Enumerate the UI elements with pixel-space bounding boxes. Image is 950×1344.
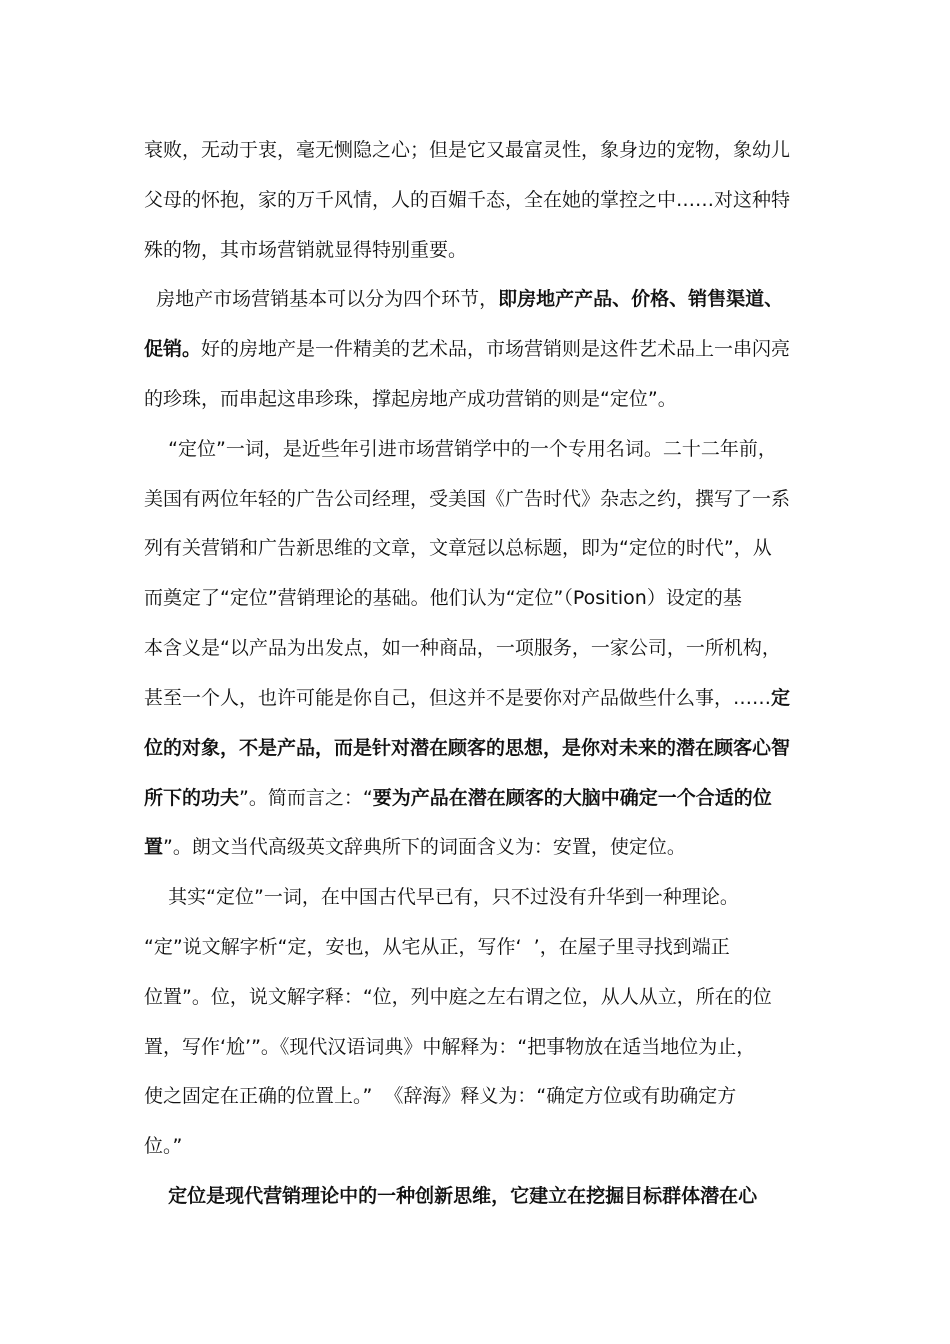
text-line — [144, 832, 824, 862]
text-run: 使之固定在正确的位置上。” 《辞海》释义为：“确定方位或有助确定方 — [144, 1085, 737, 1107]
text-run: 房地产市场营销基本可以分为四个环节， — [144, 288, 499, 310]
text-line — [144, 533, 824, 563]
text-run: 本含义是“以产品为出发点，如一种商品，一项服务，一家公司，一所机构， — [144, 637, 781, 659]
text-line — [144, 1131, 824, 1161]
text-run: “定”说文解字析“定，安也，从宅从正，写作‘ ’，在屋子里寻找到端正 — [144, 936, 730, 958]
text-line — [144, 583, 824, 613]
text-line — [144, 633, 824, 663]
text-run: 置，写作‘尬’”。《现代汉语词典》中解释为：“把事物放在适当地位为止， — [144, 1036, 756, 1058]
text-run — [144, 1185, 168, 1207]
text-run: 好的房地产是一件精美的艺术品，市场营销则是这件艺术品上一串闪亮 — [201, 338, 791, 360]
text-line — [144, 484, 824, 514]
text-line — [144, 1032, 824, 1062]
bold-text-run: 要为产品在潜在顾客的大脑中确定一个合适的位 — [372, 787, 772, 809]
text-run: 位置”。位，说文解字释：“位，列中庭之左右谓之位，从人从立，所在的位 — [144, 986, 772, 1008]
text-line — [144, 185, 824, 215]
bold-text-run: 位的对象，不是产品，而是针对潜在顾客的思想，是你对未来的潜在顾客心智 — [144, 737, 791, 759]
text-run: 列有关营销和广告新思维的文章，文章冠以总标题，即为“定位的时代”，从 — [144, 537, 772, 559]
text-run: 殊的物，其市场营销就显得特别重要。 — [144, 239, 468, 261]
text-run: 美国有两位年轻的广告公司经理，受美国《广告时代》杂志之约，撰写了一系 — [144, 488, 791, 510]
text-line — [144, 235, 824, 265]
text-line — [144, 1081, 824, 1111]
text-line — [144, 284, 824, 314]
text-run: 的珍珠，而串起这串珍珠，撑起房地产成功营销的则是“定位”。 — [144, 388, 677, 410]
text-run: 衰败，无动于衷，毫无恻隐之心；但是它又最富灵性，象身边的宠物，象幼儿 — [144, 139, 791, 161]
bold-text-run: 定 — [771, 687, 791, 709]
text-line — [144, 135, 824, 165]
text-run: 父母的怀抱，家的万千风情，人的百媚千态，全在她的掌控之中……对这种特 — [144, 189, 791, 211]
text-line — [144, 434, 824, 464]
text-run: ”。朗文当代高级英文辞典所下的词面含义为：安置，使定位。 — [163, 836, 686, 858]
text-line — [144, 982, 824, 1012]
text-run: 甚至一个人，也许可能是你自己，但这并不是要你对产品做些什么事，…… — [144, 687, 772, 709]
text-line — [144, 683, 824, 713]
text-line — [144, 783, 824, 813]
text-run: 其实“定位”一词，在中国古代早已有，只不过没有升华到一种理论。 — [144, 886, 739, 908]
bold-text-run: 定位是现代营销理论中的一种创新思维，它建立在挖掘目标群体潜在心 — [168, 1185, 758, 1207]
text-line — [144, 932, 824, 962]
text-line — [144, 733, 824, 763]
text-line — [144, 1181, 824, 1211]
bold-text-run: 置 — [144, 836, 164, 858]
bold-text-run: 所下的功夫 — [144, 787, 240, 809]
text-line — [144, 334, 824, 364]
text-run: 而奠定了“定位”营销理论的基础。他们认为“定位”（Position）设定的基 — [144, 587, 742, 609]
text-run: “定位”一词，是近些年引进市场营销学中的一个专用名词。二十二年前， — [144, 438, 777, 460]
bold-text-run: 促销。 — [144, 338, 202, 360]
bold-text-run: 即房地产产品、价格、销售渠道、 — [498, 288, 784, 310]
text-line — [144, 882, 824, 912]
text-run: ”。简而言之：“ — [239, 787, 373, 809]
text-run: 位。” — [144, 1135, 183, 1157]
text-line — [144, 384, 824, 414]
